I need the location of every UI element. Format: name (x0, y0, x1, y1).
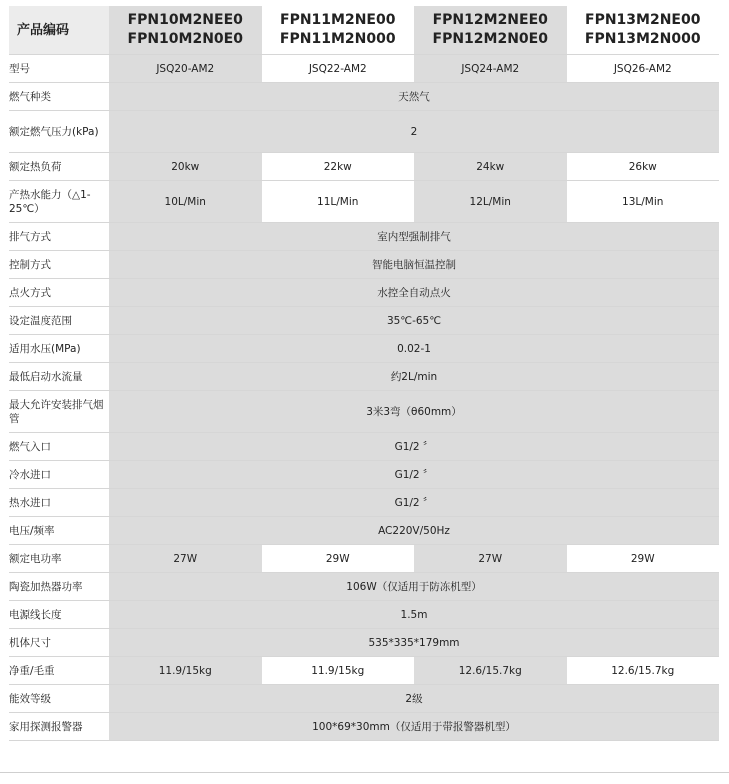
row-label: 额定电功率 (9, 545, 109, 573)
row-label: 额定燃气压力(kPa) (9, 111, 109, 153)
table-row (9, 181, 719, 223)
header-label: 产品编码 (9, 6, 109, 55)
spec-table (9, 6, 719, 741)
row-label: 最大允许安装排气烟管 (9, 391, 109, 433)
row-label: 电源线长度 (9, 601, 109, 629)
cell-value: 12.6/15.7kg (567, 657, 720, 685)
cell-value: 10L/Min (109, 181, 262, 223)
table-row (9, 629, 719, 657)
model-header: FPN11M2NE00 FPN11M2N000 (262, 6, 415, 55)
cell-value: 2级 (109, 685, 719, 713)
table-row (9, 111, 719, 153)
row-label: 控制方式 (9, 251, 109, 279)
table-row (9, 517, 719, 545)
table-row (9, 55, 719, 83)
cell-value: 106W（仅适用于防冻机型） (109, 573, 719, 601)
cell-value: 11.9/15kg (262, 657, 415, 685)
table-row (9, 83, 719, 111)
table-row (9, 573, 719, 601)
cell-value: 22kw (262, 153, 415, 181)
cell-value: JSQ20-AM2 (109, 55, 262, 83)
table-row (9, 279, 719, 307)
row-label: 最低启动水流量 (9, 363, 109, 391)
cell-value: 水控全自动点火 (109, 279, 719, 307)
cell-value: JSQ26-AM2 (567, 55, 720, 83)
cell-value: 13L/Min (567, 181, 720, 223)
table-row (9, 461, 719, 489)
cell-value: 26kw (567, 153, 720, 181)
table-row (9, 489, 719, 517)
cell-value: JSQ24-AM2 (414, 55, 567, 83)
row-label: 电压/频率 (9, 517, 109, 545)
model-header: FPN10M2NEE0 FPN10M2N0E0 (109, 6, 262, 55)
row-label: 燃气种类 (9, 83, 109, 111)
cell-value: AC220V/50Hz (109, 517, 719, 545)
cell-value: 100*69*30mm（仅适用于带报警器机型） (109, 713, 719, 741)
table-row (9, 433, 719, 461)
table-row (9, 223, 719, 251)
cell-value: 27W (414, 545, 567, 573)
row-label: 冷水进口 (9, 461, 109, 489)
table-row (9, 657, 719, 685)
cell-value: 约2L/min (109, 363, 719, 391)
cell-value: 12.6/15.7kg (414, 657, 567, 685)
row-label: 设定温度范围 (9, 307, 109, 335)
cell-value: G1/2 〞 (109, 489, 719, 517)
row-label: 燃气入口 (9, 433, 109, 461)
cell-value: 室内型强制排气 (109, 223, 719, 251)
row-label: 能效等级 (9, 685, 109, 713)
table-row (9, 391, 719, 433)
cell-value: 2 (109, 111, 719, 153)
cell-value: 29W (262, 545, 415, 573)
cell-value: 智能电脑恒温控制 (109, 251, 719, 279)
cell-value: 20kw (109, 153, 262, 181)
table-row (9, 363, 719, 391)
row-label: 排气方式 (9, 223, 109, 251)
row-label: 热水进口 (9, 489, 109, 517)
table-row (9, 685, 719, 713)
model-header: FPN12M2NEE0 FPN12M2N0E0 (414, 6, 567, 55)
cell-value: G1/2 〞 (109, 461, 719, 489)
cell-value: 11L/Min (262, 181, 415, 223)
table-row (9, 251, 719, 279)
header-row (9, 6, 719, 55)
row-label: 额定热负荷 (9, 153, 109, 181)
cell-value: 3米3弯（θ60mm） (109, 391, 719, 433)
cell-value: 27W (109, 545, 262, 573)
table-row (9, 713, 719, 741)
row-label: 产热水能力（△1-25℃） (9, 181, 109, 223)
row-label: 净重/毛重 (9, 657, 109, 685)
row-label: 陶瓷加热器功率 (9, 573, 109, 601)
table-row (9, 545, 719, 573)
cell-value: 0.02-1 (109, 335, 719, 363)
cell-value: 12L/Min (414, 181, 567, 223)
row-label: 家用探测报警器 (9, 713, 109, 741)
table-row (9, 601, 719, 629)
cell-value: 11.9/15kg (109, 657, 262, 685)
table-row (9, 307, 719, 335)
row-label: 点火方式 (9, 279, 109, 307)
cell-value: 535*335*179mm (109, 629, 719, 657)
row-label: 适用水压(MPa) (9, 335, 109, 363)
cell-value: 29W (567, 545, 720, 573)
cell-value: G1/2 〞 (109, 433, 719, 461)
cell-value: 1.5m (109, 601, 719, 629)
table-row (9, 153, 719, 181)
row-label: 机体尺寸 (9, 629, 109, 657)
model-header: FPN13M2NE00 FPN13M2N000 (567, 6, 720, 55)
cell-value: 35℃-65℃ (109, 307, 719, 335)
bottom-divider (0, 772, 729, 773)
cell-value: JSQ22-AM2 (262, 55, 415, 83)
cell-value: 24kw (414, 153, 567, 181)
cell-value: 天然气 (109, 83, 719, 111)
row-label: 型号 (9, 55, 109, 83)
table-row (9, 335, 719, 363)
